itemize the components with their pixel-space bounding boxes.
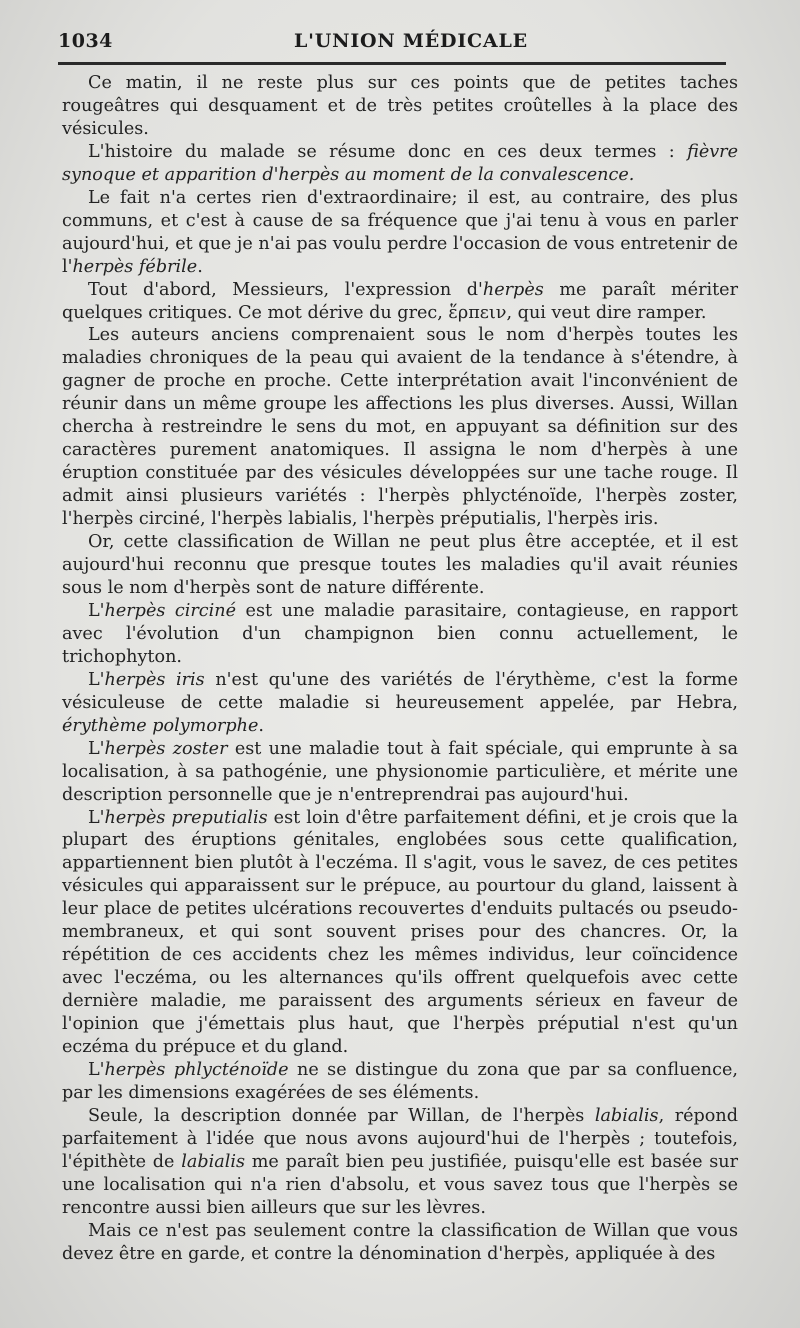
- italic-term: herpès: [482, 279, 544, 300]
- running-header: [58, 26, 748, 60]
- italic-term: labialis: [181, 1151, 245, 1172]
- italic-term: herpès zoster: [104, 738, 228, 759]
- paragraph: L'herpès preputialis est loin d'être parfaitement défini, et je crois que la plupart des éruptions génitales, englobées sous cette qualification, appartiennent bien plutôt à l'eczéma. Il s'agit, vous le savez, de ces petites vésicules qui apparaissent sur le prépuce, au pourtour du gland, laissent à leur place de petites ulcérations recouvertes d'enduits pultacés ou pseudo-membraneux, et qui sont souvent prises pour des chancres. Or, la répétition de ces accidents chez les mêmes individus, leur coïncidence avec l'eczéma, ou les alternances qu'ils offrent quelquefois avec cette dernière maladie, me paraissent des arguments sérieux en faveur de l'opinion que j'émettais plus haut, que l'herpès préputial n'est qu'un eczéma du prépuce et du gland.: [62, 807, 738, 1058]
- paragraph: Ce matin, il ne reste plus sur ces points que de petites taches rougeâtres qui desquament et de très petites croûtelles à la place des vésicules.: [62, 73, 738, 139]
- paragraph: Tout d'abord, Messieurs, l'expression d'herpès me paraît mériter quelques critiques. Ce mot dérive du grec, ἕρπειν, qui veut dire ramper.: [62, 279, 738, 323]
- journal-title: L'UNION MÉDICALE: [294, 30, 528, 52]
- italic-term: herpès iris: [104, 669, 205, 690]
- paragraph: Mais ce n'est pas seulement contre la classification de Willan que vous devez être en garde, et contre la dénomination d'herpès, appliquée à des: [62, 1220, 738, 1264]
- paragraph: L'histoire du malade se résume donc en ces deux termes : fièvre synoque et apparition d'herpès au moment de la convalescence.: [62, 141, 738, 185]
- italic-term: fièvre synoque et apparition d'herpès au moment de la convalescence.: [62, 141, 738, 185]
- paragraph: Les auteurs anciens comprenaient sous le nom d'herpès toutes les maladies chroniques de la peau qui avaient de la tendance à s'étendre, à gagner de proche en proche. Cette interprétation avait l'inconvénient de réunir dans un même groupe les affections les plus diverses. Aussi, Willan chercha à restreindre le sens du mot, en appuyant sa définition sur des caractères purement anatomiques. Il assigna le nom d'herpès à une éruption constituée par des vésicules développées sur une tache rouge. Il admit ainsi plusieurs variétés : l'herpès phlycténoïde, l'herpès zoster, l'herpès circiné, l'herpès labialis, l'herpès préputialis, l'herpès iris.: [62, 325, 738, 530]
- article-body: [62, 72, 738, 1266]
- italic-term: labialis: [594, 1105, 659, 1126]
- paragraph: L'herpès phlycténoïde ne se distingue du zona que par sa confluence, par les dimensions exagérées de ses éléments.: [62, 1059, 739, 1103]
- paragraph: Or, cette classification de Willan ne peut plus être acceptée, et il est aujourd'hui reconnu que presque toutes les maladies qu'il avait réunies sous le nom d'herpès sont de nature différente.: [62, 532, 738, 598]
- italic-term: herpès circiné: [104, 600, 237, 621]
- italic-term: herpès preputialis: [104, 807, 268, 828]
- italic-term: érythème polymorphe: [62, 715, 259, 736]
- paragraph: L'herpès circiné est une maladie parasitaire, contagieuse, en rapport avec l'évolution d'un champignon bien connu actuellement, le trichophyton.: [62, 600, 738, 667]
- paragraph: Seule, la description donnée par Willan, de l'herpès labialis, répond parfaitement à l'idée que nous avons aujourd'hui de l'herpès ; toutefois, l'épithète de labialis me paraît bien peu justifiée, puisqu'elle est basée sur une localisation qui n'a rien d'absolu, et vous savez tous que l'herpès se rencontre aussi bien ailleurs que sur les lèvres.: [62, 1105, 738, 1218]
- paragraph: Le fait n'a certes rien d'extraordinaire; il est, au contraire, des plus communs, et c'est à cause de sa fréquence que j'ai tenu à vous en parler aujourd'hui, et que je n'ai pas voulu perdre l'occasion de vous entretenir de l'herpès fébrile.: [62, 187, 738, 277]
- italic-term: herpès phlycténoïde: [104, 1059, 289, 1080]
- header-rule: [58, 62, 726, 65]
- page-number: 1034: [58, 30, 113, 52]
- paragraph: L'herpès zoster est une maladie tout à fait spéciale, qui emprunte à sa localisation, à sa pathogénie, une physionomie particulière, et mérite une description personnelle que je n'entreprendrai pas aujourd'hui.: [62, 738, 739, 805]
- italic-term: herpès fébrile: [72, 256, 198, 277]
- paragraph: L'herpès iris n'est qu'une des variétés de l'érythème, c'est la forme vésiculeuse de cette maladie si heureusement appelée, par Hebra, érythème polymorphe.: [62, 669, 738, 736]
